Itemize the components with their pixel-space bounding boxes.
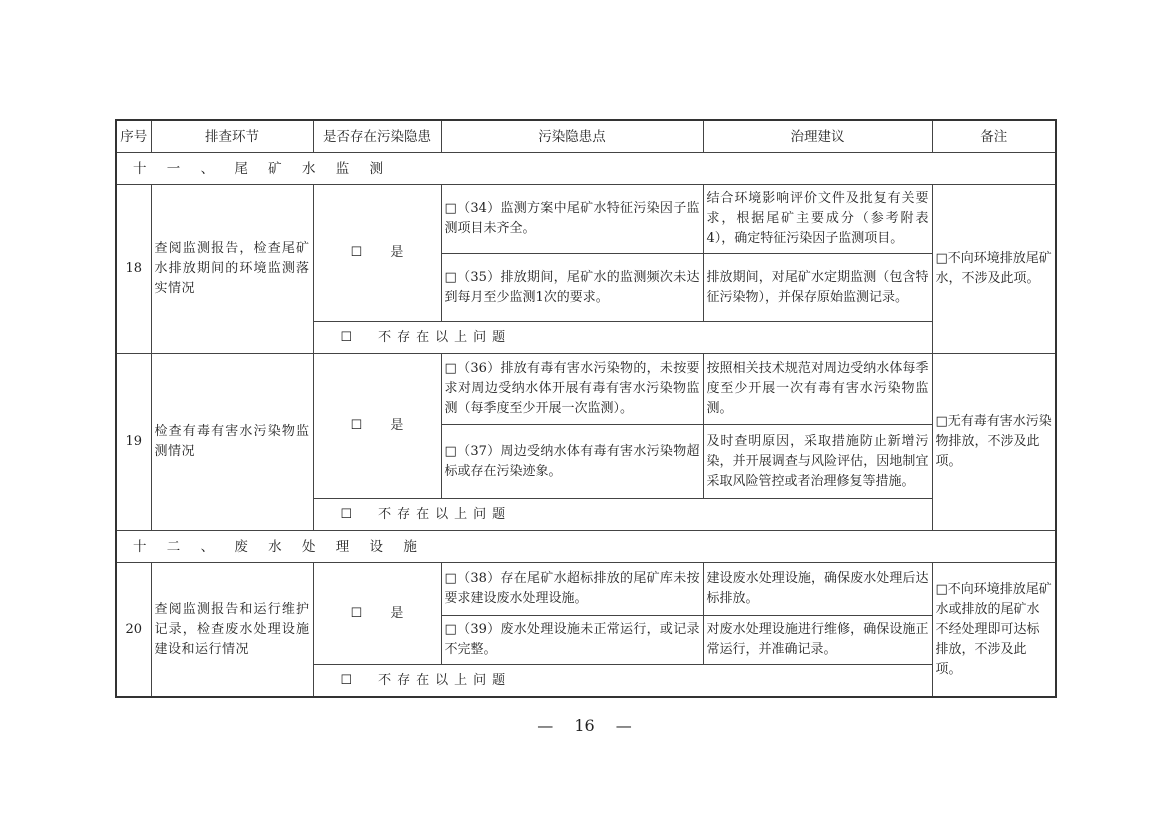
none-option[interactable] (313, 322, 932, 354)
note-19[interactable]: □无有毒有害水污染物排放，不涉及此项。 (932, 354, 1056, 531)
yes-option[interactable] (313, 185, 441, 322)
header-check-step: 排查环节 (151, 120, 313, 153)
inspection-table (115, 119, 1057, 698)
none-checkbox[interactable]: ☐ (340, 329, 353, 345)
yes-checkbox[interactable]: ☐ (350, 245, 363, 260)
section-row-11 (116, 153, 1056, 185)
page-footer (0, 716, 1169, 735)
hazard-39[interactable]: □（39）废水处理设施未正常运行，或记录不完整。 (441, 616, 703, 665)
none-label: 不存在以上问题 (378, 672, 512, 688)
table-row-19 (116, 354, 1056, 425)
note-18[interactable]: □不向环境排放尾矿水，不涉及此项。 (932, 185, 1056, 354)
advice-39: 对废水处理设施进行维修，确保设施正常运行，并准确记录。 (703, 616, 932, 665)
none-label: 不存在以上问题 (378, 506, 512, 522)
section-title: 十 二 、 废 水 处 理 设 施 (116, 531, 1056, 563)
hazard-35[interactable]: □（35）排放期间，尾矿水的监测频次未达到每月至少监测1次的要求。 (441, 254, 703, 322)
header-hazard-points: 污染隐患点 (441, 120, 703, 153)
row-seq: 20 (116, 563, 151, 698)
table-row-18 (116, 185, 1056, 254)
header-seq: 序号 (116, 120, 151, 153)
row-seq: 18 (116, 185, 151, 354)
hazard-36[interactable]: □（36）排放有毒有害水污染物的，未按要求对周边受纳水体开展有毒有害水污染物监测（每季度至少开展一次监测）。 (441, 354, 703, 425)
advice-35: 排放期间，对尾矿水定期监测（包含特征污染物），并保存原始监测记录。 (703, 254, 932, 322)
yes-option[interactable] (313, 563, 441, 665)
note-20[interactable]: □不向环境排放尾矿水或排放的尾矿水不经处理即可达标排放，不涉及此项。 (932, 563, 1056, 698)
header-note: 备注 (932, 120, 1056, 153)
none-option[interactable] (313, 665, 932, 698)
yes-label: 是 (390, 245, 404, 260)
row-seq: 19 (116, 354, 151, 531)
row-check-step: 查阅监测报告，检查尾矿水排放期间的环境监测落实情况 (151, 185, 313, 354)
advice-34: 结合环境影响评价文件及批复有关要求，根据尾矿主要成分（参考附表4），确定特征污染因子监测项目。 (703, 185, 932, 254)
none-label: 不存在以上问题 (378, 329, 512, 345)
header-has-hazard: 是否存在污染隐患 (313, 120, 441, 153)
yes-checkbox[interactable]: ☐ (350, 605, 363, 621)
yes-option[interactable] (313, 354, 441, 499)
row-check-step: 查阅监测报告和运行维护记录，检查废水处理设施建设和运行情况 (151, 563, 313, 698)
yes-label: 是 (390, 418, 404, 433)
yes-checkbox[interactable]: ☐ (350, 418, 363, 433)
advice-36: 按照相关技术规范对周边受纳水体每季度至少开展一次有毒有害水污染物监测。 (703, 354, 932, 425)
hazard-37[interactable]: □（37）周边受纳水体有毒有害水污染物超标或存在污染迹象。 (441, 425, 703, 499)
page-number: 16 (574, 716, 595, 735)
header-row (116, 120, 1056, 153)
section-title: 十 一 、 尾 矿 水 监 测 (116, 153, 1056, 185)
hazard-38[interactable]: □（38）存在尾矿水超标排放的尾矿库未按要求建设废水处理设施。 (441, 563, 703, 616)
footer-dash-right: — (615, 716, 632, 735)
footer-dash-left: — (537, 716, 554, 735)
section-row-12 (116, 531, 1056, 563)
row-check-step: 检查有毒有害水污染物监测情况 (151, 354, 313, 531)
yes-label: 是 (390, 605, 404, 621)
none-checkbox[interactable]: ☐ (340, 506, 353, 522)
advice-38: 建设废水处理设施，确保废水处理后达标排放。 (703, 563, 932, 616)
advice-37: 及时查明原因，采取措施防止新增污染，并开展调查与风险评估，因地制宜采取风险管控或者治理修复等措施。 (703, 425, 932, 499)
none-option[interactable] (313, 499, 932, 531)
none-checkbox[interactable]: ☐ (340, 672, 353, 688)
header-advice: 治理建议 (703, 120, 932, 153)
hazard-34[interactable]: □（34）监测方案中尾矿水特征污染因子监测项目未齐全。 (441, 185, 703, 254)
table-row-20 (116, 563, 1056, 616)
